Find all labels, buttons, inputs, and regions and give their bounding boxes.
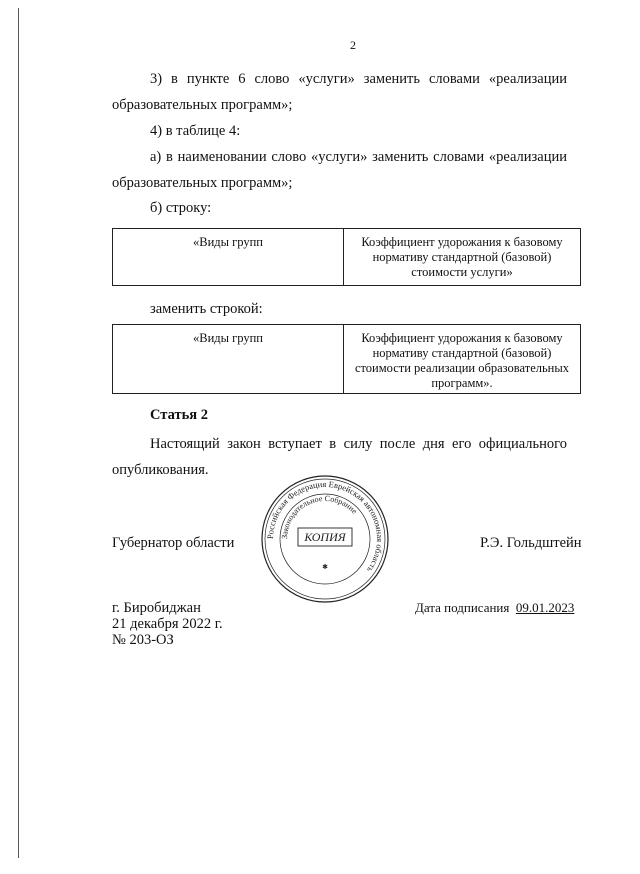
article-heading: Статья 2 xyxy=(150,407,208,423)
item-4b: б) строку: xyxy=(150,200,212,216)
footer-city: г. Биробиджан xyxy=(112,600,201,616)
table-old-row xyxy=(112,228,581,286)
table-new-col2-line: нормативу стандартной (базовой) xyxy=(372,346,552,360)
signed-date-label: Дата подписания xyxy=(415,600,510,615)
official-seal xyxy=(260,474,390,604)
footer-number: № 203-ОЗ xyxy=(112,632,174,648)
table-new-row xyxy=(112,324,581,394)
page-number: 2 xyxy=(350,38,356,52)
item-4a-line-2: образовательных программ»; xyxy=(112,175,293,191)
item-4a-line-1: а) в наименовании слово «услуги» заменить словами «реализации xyxy=(150,149,567,165)
footer-block xyxy=(112,600,223,648)
table-old-col2-line: нормативу стандартной (базовой) xyxy=(372,250,552,264)
footer-date: 21 декабря 2022 г. xyxy=(112,616,223,632)
seal-center-text: КОПИЯ xyxy=(304,530,346,544)
table-new-col1: «Виды групп xyxy=(113,325,344,393)
article-line-2: опубликования. xyxy=(112,462,209,478)
seal-ring-text: Российская Федерация Еврейская автономная область xyxy=(264,478,386,575)
table-new-col2-line: стоимости реализации образовательных xyxy=(354,361,570,375)
table-old-col2-line: Коэффициент удорожания к базовому xyxy=(361,235,563,249)
table-new-col2 xyxy=(344,325,580,393)
article-line-1: Настоящий закон вступает в силу после дня его официального xyxy=(150,436,567,452)
table-new-col2-line: Коэффициент удорожания к базовому xyxy=(361,331,563,345)
table-new-col2-line: программ». xyxy=(431,376,493,390)
seal-star-icon: ✱ xyxy=(322,563,328,571)
item-3-line-1: 3) в пункте 6 слово «услуги» заменить словами «реализации xyxy=(150,71,567,87)
table-old-col2 xyxy=(344,229,580,285)
signed-date-value: 09.01.2023 xyxy=(515,600,575,615)
replace-label: заменить строкой: xyxy=(150,301,263,317)
item-4: 4) в таблице 4: xyxy=(150,123,241,139)
seal-graphic xyxy=(260,474,390,604)
scan-edge-line xyxy=(18,8,19,858)
seal-inner-text: Законодательное Собрание xyxy=(279,493,359,540)
item-3-line-2: образовательных программ»; xyxy=(112,97,293,113)
signature-name: Р.Э. Гольдштейн xyxy=(480,535,582,551)
table-old-col1: «Виды групп xyxy=(113,229,344,285)
table-old-col2-line: стоимости услуги» xyxy=(411,265,513,279)
signature-title: Губернатор области xyxy=(112,535,235,551)
signed-date-block xyxy=(415,600,574,616)
